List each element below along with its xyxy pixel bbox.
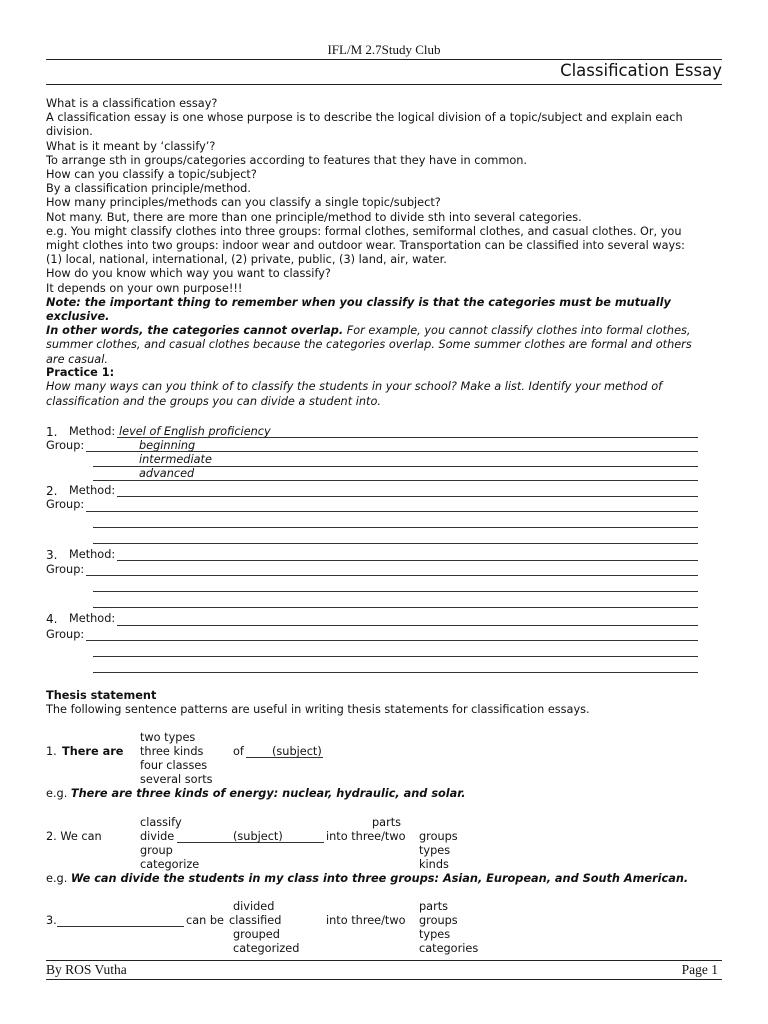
group-label: Group: bbox=[46, 498, 85, 511]
pattern3-verb: divided bbox=[233, 900, 275, 913]
pattern3-into: into three/two bbox=[326, 914, 406, 927]
intro-line: How do you know which way you want to classify? bbox=[46, 267, 331, 281]
method-label: Method: bbox=[69, 484, 116, 497]
pattern3-noun: parts bbox=[419, 900, 449, 913]
pattern1-option: four classes bbox=[140, 759, 208, 772]
pattern3-verb: categorized bbox=[233, 942, 300, 955]
example-2-text: We can divide the students in my class into three groups: Asian, European, and South American. bbox=[70, 872, 689, 885]
intro-line: What is it meant by ‘classify’? bbox=[46, 139, 216, 153]
method-label: Method: bbox=[69, 425, 116, 438]
pattern1-number: 1. bbox=[46, 745, 57, 758]
intro-line: (1) local, national, international, (2) private, public, (3) land, air, water. bbox=[46, 253, 447, 267]
intro-line: How many principles/methods can you classify a single topic/subject? bbox=[46, 196, 441, 210]
pattern3-noun: categories bbox=[419, 942, 479, 955]
method-line[interactable] bbox=[117, 437, 698, 438]
group-line[interactable] bbox=[93, 480, 698, 481]
note-bold: In other words, the categories cannot overlap. bbox=[46, 324, 344, 338]
example-group: intermediate bbox=[139, 453, 212, 466]
item-number: 4. bbox=[46, 612, 58, 626]
method-label: Method: bbox=[69, 612, 116, 625]
pattern3-noun: groups bbox=[419, 914, 458, 927]
page-title: Classification Essay bbox=[560, 61, 722, 80]
practice-prompt-2: classification and the groups you can divide a student into. bbox=[46, 395, 381, 408]
group-line[interactable] bbox=[93, 656, 698, 657]
pattern1-option: two types bbox=[140, 731, 196, 744]
thesis-heading: Thesis statement bbox=[46, 689, 157, 702]
item-number: 1. bbox=[46, 425, 58, 439]
group-line[interactable] bbox=[93, 591, 698, 592]
pattern1-option: three kinds bbox=[140, 745, 204, 758]
group-line[interactable] bbox=[86, 511, 698, 512]
method-line[interactable] bbox=[117, 625, 698, 626]
pattern2-we-can: 2. We can bbox=[46, 830, 102, 843]
group-line[interactable] bbox=[86, 640, 698, 641]
pattern2-verb: classify bbox=[140, 816, 182, 829]
pattern2-verb: divide bbox=[140, 830, 175, 843]
pattern1-subject: (subject) bbox=[272, 745, 322, 758]
group-label: Group: bbox=[46, 439, 85, 452]
intro-line: What is a classification essay? bbox=[46, 97, 218, 110]
intro-line: A classification essay is one whose purpose is to describe the logical division of a topic/subject and explain each bbox=[46, 111, 683, 125]
method-label: Method: bbox=[69, 548, 116, 561]
header-rule-top bbox=[46, 59, 722, 60]
footer-rule-bottom bbox=[46, 979, 722, 980]
pattern3-number: 3. bbox=[46, 914, 57, 927]
intro-line: How can you classify a topic/subject? bbox=[46, 168, 257, 182]
intro-line: division. bbox=[46, 125, 93, 139]
pattern2-subject: (subject) bbox=[233, 830, 283, 843]
pattern1-option: several sorts bbox=[140, 773, 213, 786]
group-label: Group: bbox=[46, 563, 85, 576]
pattern3-verb: classified bbox=[229, 914, 282, 927]
pattern2-into: into three/two bbox=[326, 830, 406, 843]
method-line[interactable] bbox=[117, 560, 698, 561]
pattern3-verb: grouped bbox=[233, 928, 280, 941]
note-line-2 bbox=[46, 324, 726, 338]
method-line[interactable] bbox=[117, 496, 698, 497]
practice-heading: Practice 1: bbox=[46, 366, 115, 379]
header-rule-bottom bbox=[46, 84, 722, 85]
group-line[interactable] bbox=[93, 607, 698, 608]
eg-label: e.g. bbox=[46, 872, 71, 885]
pattern2-noun: parts bbox=[372, 816, 402, 829]
pattern2-noun: kinds bbox=[419, 858, 449, 871]
practice-prompt-1: How many ways can you think of to classify the students in your school? Make a list. Identify your method of bbox=[46, 380, 663, 393]
pattern3-subject-line bbox=[57, 926, 184, 927]
intro-line: To arrange sth in groups/categories according to features that they have in common. bbox=[46, 153, 528, 167]
intro-line: It depends on your own purpose!!! bbox=[46, 281, 243, 295]
intro-line: By a classification principle/method. bbox=[46, 182, 251, 196]
example-1 bbox=[46, 787, 466, 801]
pattern2-noun: types bbox=[419, 844, 451, 857]
note-line-4: are casual. bbox=[46, 352, 108, 366]
example-2 bbox=[46, 872, 688, 886]
pattern1-there-are: There are bbox=[62, 745, 124, 758]
group-line[interactable] bbox=[93, 543, 698, 544]
pattern2-noun: groups bbox=[419, 830, 458, 843]
pattern3-can-be: can be bbox=[186, 914, 225, 927]
intro-line: e.g. You might classify clothes into three groups: formal clothes, semiformal clothes, and casual clothes. Or, you bbox=[46, 224, 682, 238]
group-line[interactable] bbox=[86, 575, 698, 576]
intro-line: might clothes into two groups: indoor wear and outdoor wear. Transportation can be classified into several ways: bbox=[46, 239, 685, 253]
thesis-description: The following sentence patterns are useful in writing thesis statements for classification essays. bbox=[46, 703, 590, 716]
footer-author: By ROS Vutha bbox=[46, 962, 127, 977]
intro-line: Not many. But, there are more than one principle/method to divide sth into several categories. bbox=[46, 210, 582, 224]
group-label: Group: bbox=[46, 628, 85, 641]
group-line[interactable] bbox=[93, 672, 698, 673]
pattern3-noun: types bbox=[419, 928, 451, 941]
example-method: level of English proficiency bbox=[119, 425, 271, 438]
example-group: beginning bbox=[139, 439, 196, 452]
eg-label: e.g. bbox=[46, 787, 71, 800]
item-number: 3. bbox=[46, 548, 58, 562]
pattern2-verb: categorize bbox=[140, 858, 200, 871]
course-header: IFL/M 2.7Study Club bbox=[327, 42, 441, 57]
group-line[interactable] bbox=[93, 527, 698, 528]
pattern2-verb: group bbox=[140, 844, 173, 857]
intro-section bbox=[46, 97, 726, 367]
item-number: 2. bbox=[46, 484, 58, 498]
example-group: advanced bbox=[139, 467, 195, 480]
footer-page-number: Page 1 bbox=[681, 962, 718, 977]
note-line-1: Note: the important thing to remember when you classify is that the categories must be mutually exclusive. bbox=[46, 295, 671, 324]
group-line[interactable] bbox=[86, 451, 698, 452]
pattern1-of: of bbox=[233, 745, 244, 758]
footer-rule-top bbox=[46, 960, 722, 961]
note-italic: For example, you cannot classify clothes into formal clothes, bbox=[343, 324, 691, 338]
note-line-3: summer clothes, and casual clothes because the categories overlap. Some summer clothes are formal and others bbox=[46, 338, 692, 352]
example-1-text: There are three kinds of energy: nuclear, hydraulic, and solar. bbox=[70, 787, 466, 800]
